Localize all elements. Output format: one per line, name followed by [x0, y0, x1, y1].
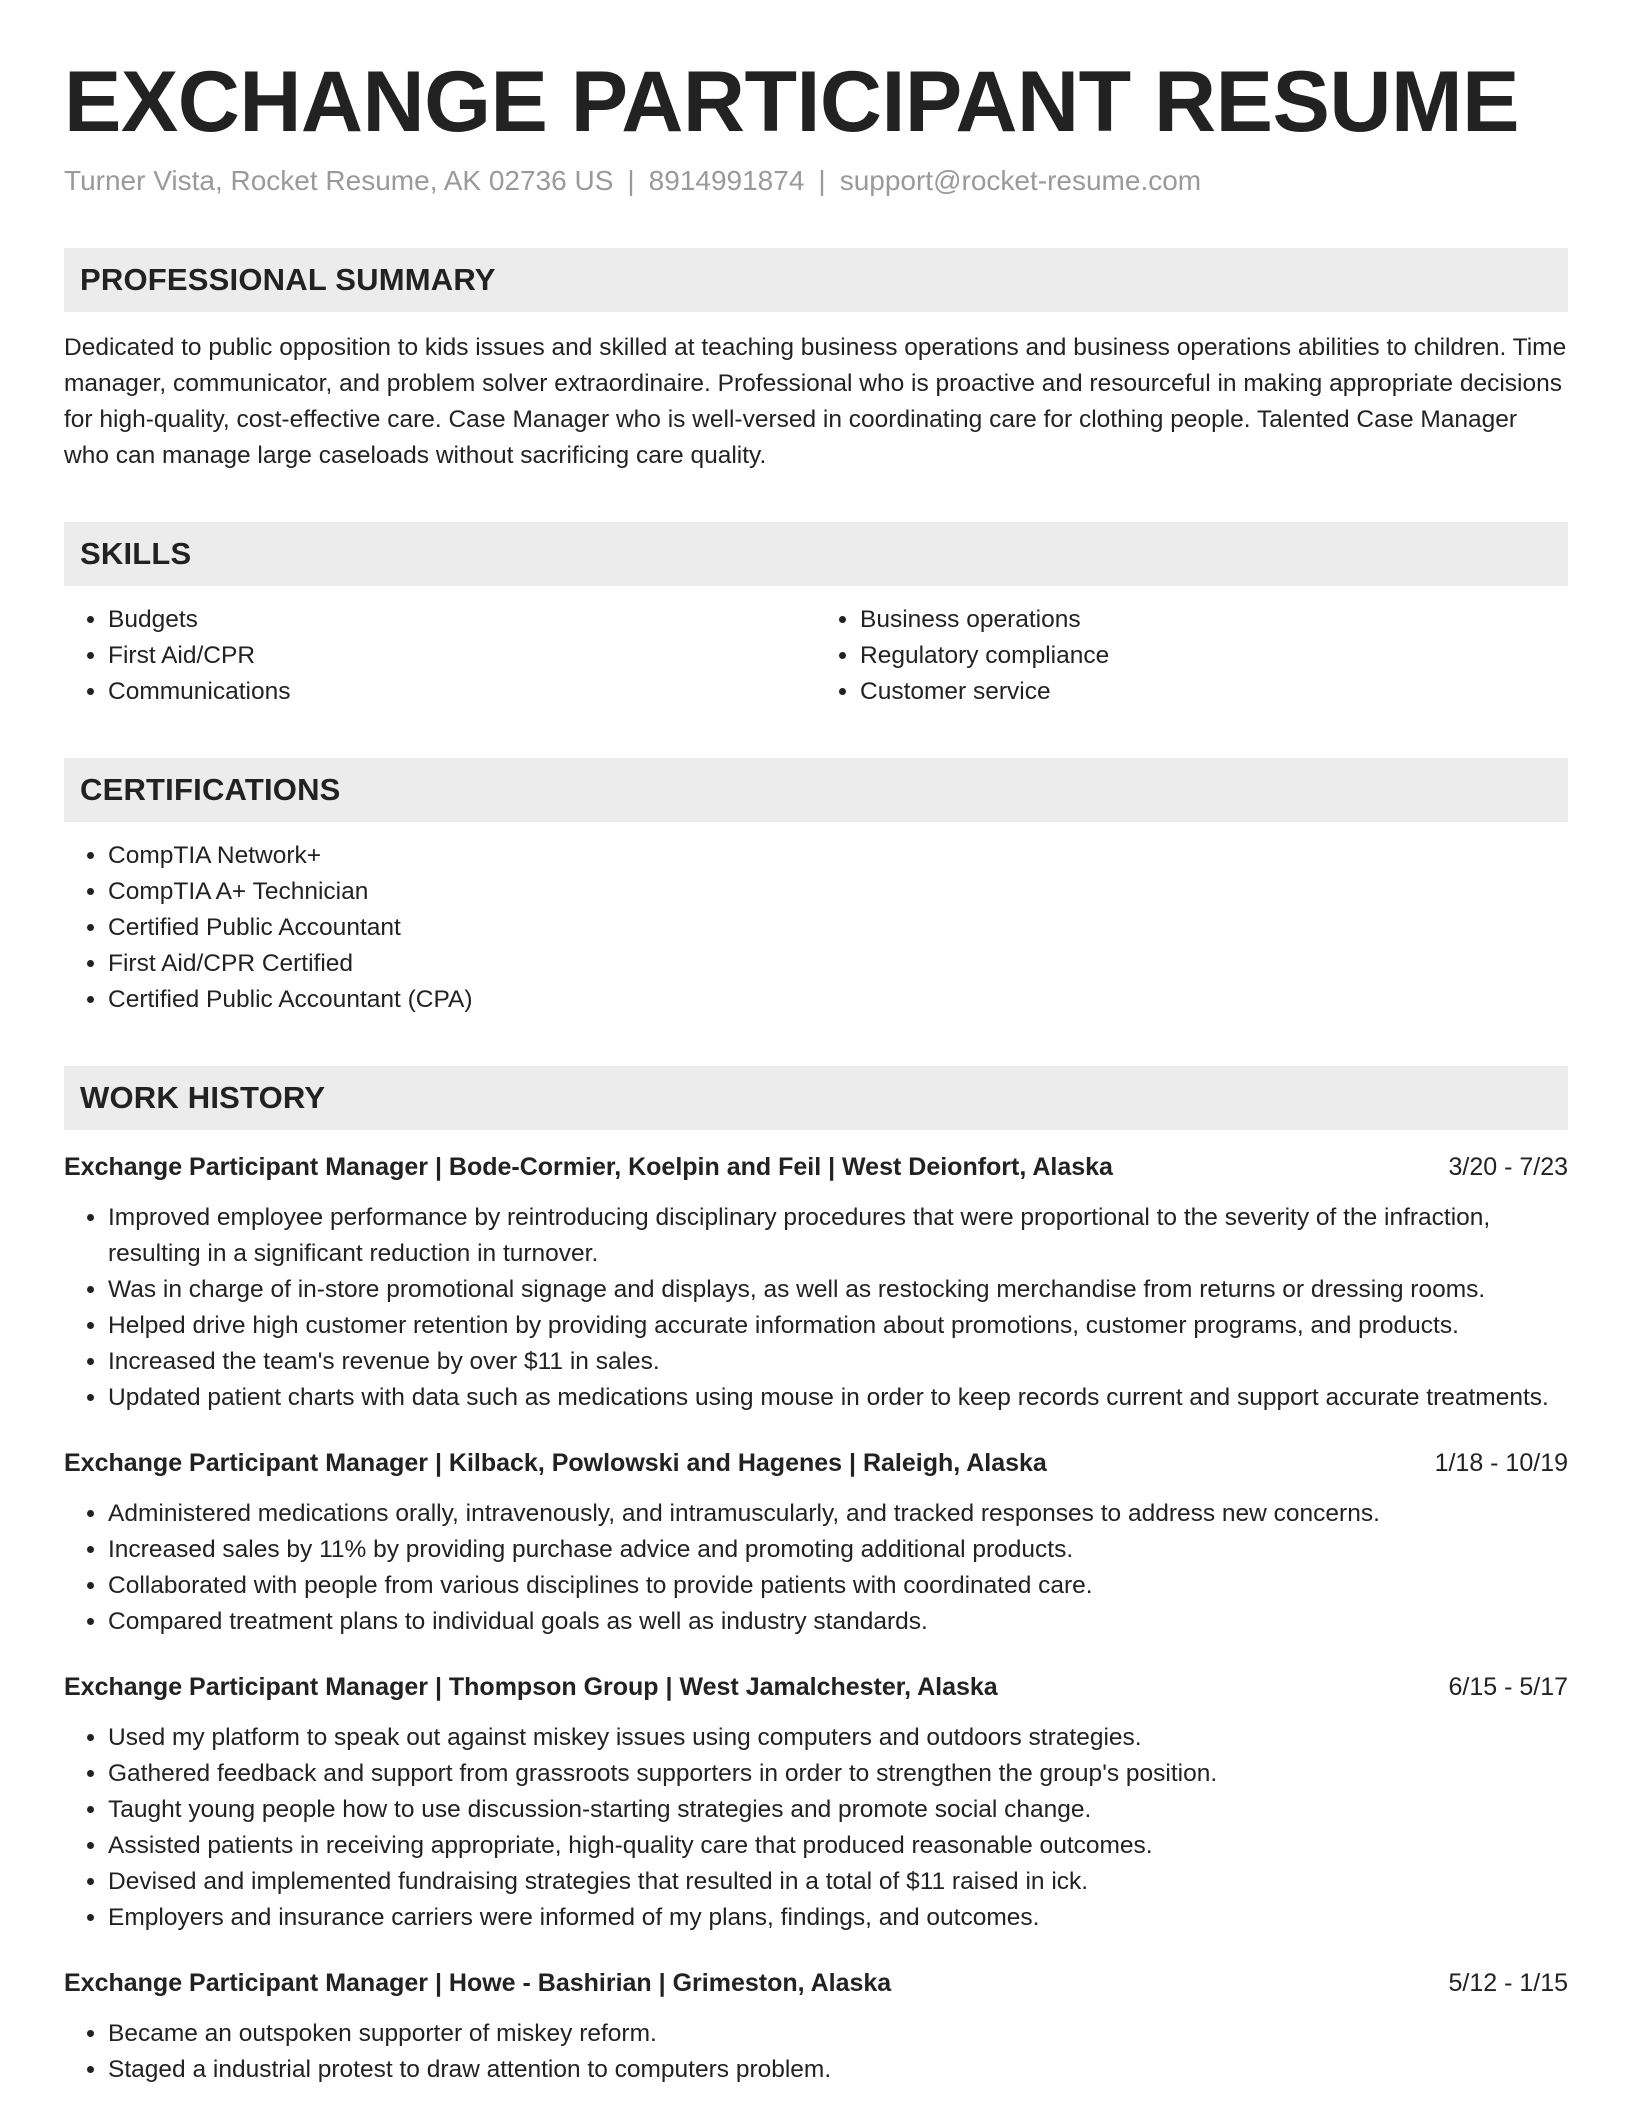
job-bullet: • Became an outspoken supporter of miskey reform.: [108, 2016, 1568, 2052]
job-header: [64, 1966, 1568, 2000]
contact-separator: |: [818, 165, 826, 197]
job-entry: [64, 1150, 1568, 1416]
job-bullet: • Increased the team's revenue by over $11 in sales.: [108, 1344, 1568, 1380]
job-title: Exchange Participant Manager | Howe - Bashirian | Grimeston, Alaska: [64, 1968, 892, 1997]
job-bullet: • Was in charge of in-store promotional signage and displays, as well as restocking merchandise from returns or dressing rooms.: [108, 1272, 1568, 1308]
job-entry: [64, 1446, 1568, 1640]
section-header-certifications: CERTIFICATIONS: [64, 758, 1568, 822]
skill-item: • Regulatory compliance: [860, 638, 1568, 674]
section-header-summary: PROFESSIONAL SUMMARY: [64, 248, 1568, 312]
job-bullet: • Employers and insurance carriers were informed of my plans, findings, and outcomes.: [108, 1900, 1568, 1936]
job-bullet: • Staged a industrial protest to draw attention to computers problem.: [108, 2052, 1568, 2088]
contact-line: [64, 164, 1568, 198]
job-bullet: • Assisted patients in receiving appropriate, high-quality care that produced reasonable outcomes.: [108, 1828, 1568, 1864]
job-bullet: • Improved employee performance by reintroducing disciplinary procedures that were proportional to the severity of the infraction, resulting in a significant reduction in turnover.: [108, 1200, 1568, 1272]
job-bullet: • Helped drive high customer retention by providing accurate information about promotions, customer programs, and products.: [108, 1308, 1568, 1344]
job-bullet: • Taught young people how to use discussion-starting strategies and promote social change.: [108, 1792, 1568, 1828]
job-title: Exchange Participant Manager | Kilback, Powlowski and Hagenes | Raleigh, Alaska: [64, 1448, 1047, 1477]
skills-column-left: [64, 602, 816, 710]
job-bullet: • Collaborated with people from various disciplines to provide patients with coordinated care.: [108, 1568, 1568, 1604]
skill-item: • First Aid/CPR: [108, 638, 816, 674]
job-bullets: [64, 2016, 1568, 2088]
summary-text: Dedicated to public opposition to kids issues and skilled at teaching business operations and business operations abilities to children. Time manager, communicator, and problem solver extraordinaire. Professional who is proactive and resourceful in making appropriate decisions for high-quality, cost-effective care. Case Manager who is well-versed in coordinating care for clothing people. Talented Case Manager who can manage large caseloads without sacrificing care quality.: [64, 333, 1567, 469]
certification-item: • CompTIA A+ Technician: [108, 874, 1568, 910]
contact-separator: |: [627, 165, 635, 197]
job-bullets: [64, 1496, 1568, 1640]
job-bullet: • Increased sales by 11% by providing purchase advice and promoting additional products.: [108, 1532, 1568, 1568]
job-dates: 1/18 - 10/19: [1434, 1448, 1568, 1477]
contact-address: Turner Vista, Rocket Resume, AK 02736 US: [64, 165, 614, 197]
job-bullet: • Gathered feedback and support from grassroots supporters in order to strengthen the group's position.: [108, 1756, 1568, 1792]
job-bullet: • Compared treatment plans to individual goals as well as industry standards.: [108, 1604, 1568, 1640]
skill-item: • Business operations: [860, 602, 1568, 638]
job-bullet: • Used my platform to speak out against miskey issues using computers and outdoors strategies.: [108, 1720, 1568, 1756]
job-dates: 5/12 - 1/15: [1448, 1968, 1568, 1997]
contact-phone: 8914991874: [648, 165, 805, 197]
job-entry: [64, 1670, 1568, 1936]
contact-email: support@rocket-resume.com: [839, 165, 1202, 197]
job-dates: 3/20 - 7/23: [1448, 1152, 1568, 1181]
certification-item: • CompTIA Network+: [108, 838, 1568, 874]
skill-item: • Communications: [108, 674, 816, 710]
resume-title: EXCHANGE PARTICIPANT RESUME: [64, 54, 1519, 150]
section-header-work-history: WORK HISTORY: [64, 1066, 1568, 1130]
certification-item: • Certified Public Accountant: [108, 910, 1568, 946]
certifications-list: [64, 838, 1568, 1018]
job-title: Exchange Participant Manager | Bode-Cormier, Koelpin and Feil | West Deionfort, Alaska: [64, 1152, 1113, 1181]
job-bullet: • Devised and implemented fundraising strategies that resulted in a total of $11 raised in ick.: [108, 1864, 1568, 1900]
job-bullets: [64, 1200, 1568, 1416]
job-title: Exchange Participant Manager | Thompson Group | West Jamalchester, Alaska: [64, 1672, 998, 1701]
job-bullet: • Administered medications orally, intravenously, and intramuscularly, and tracked responses to address new concerns.: [108, 1496, 1568, 1532]
job-header: [64, 1670, 1568, 1704]
job-header: [64, 1150, 1568, 1184]
job-bullet: • Updated patient charts with data such as medications using mouse in order to keep records current and support accurate treatments.: [108, 1380, 1568, 1416]
skills-column-right: [816, 602, 1568, 710]
section-header-skills: SKILLS: [64, 522, 1568, 586]
certification-item: • Certified Public Accountant (CPA): [108, 982, 1568, 1018]
job-bullets: [64, 1720, 1568, 1936]
skill-item: • Budgets: [108, 602, 816, 638]
job-entry: [64, 1966, 1568, 2088]
certification-item: • First Aid/CPR Certified: [108, 946, 1568, 982]
job-header: [64, 1446, 1568, 1480]
skill-item: • Customer service: [860, 674, 1568, 710]
skills-list: [64, 602, 1568, 710]
job-dates: 6/15 - 5/17: [1448, 1672, 1568, 1701]
